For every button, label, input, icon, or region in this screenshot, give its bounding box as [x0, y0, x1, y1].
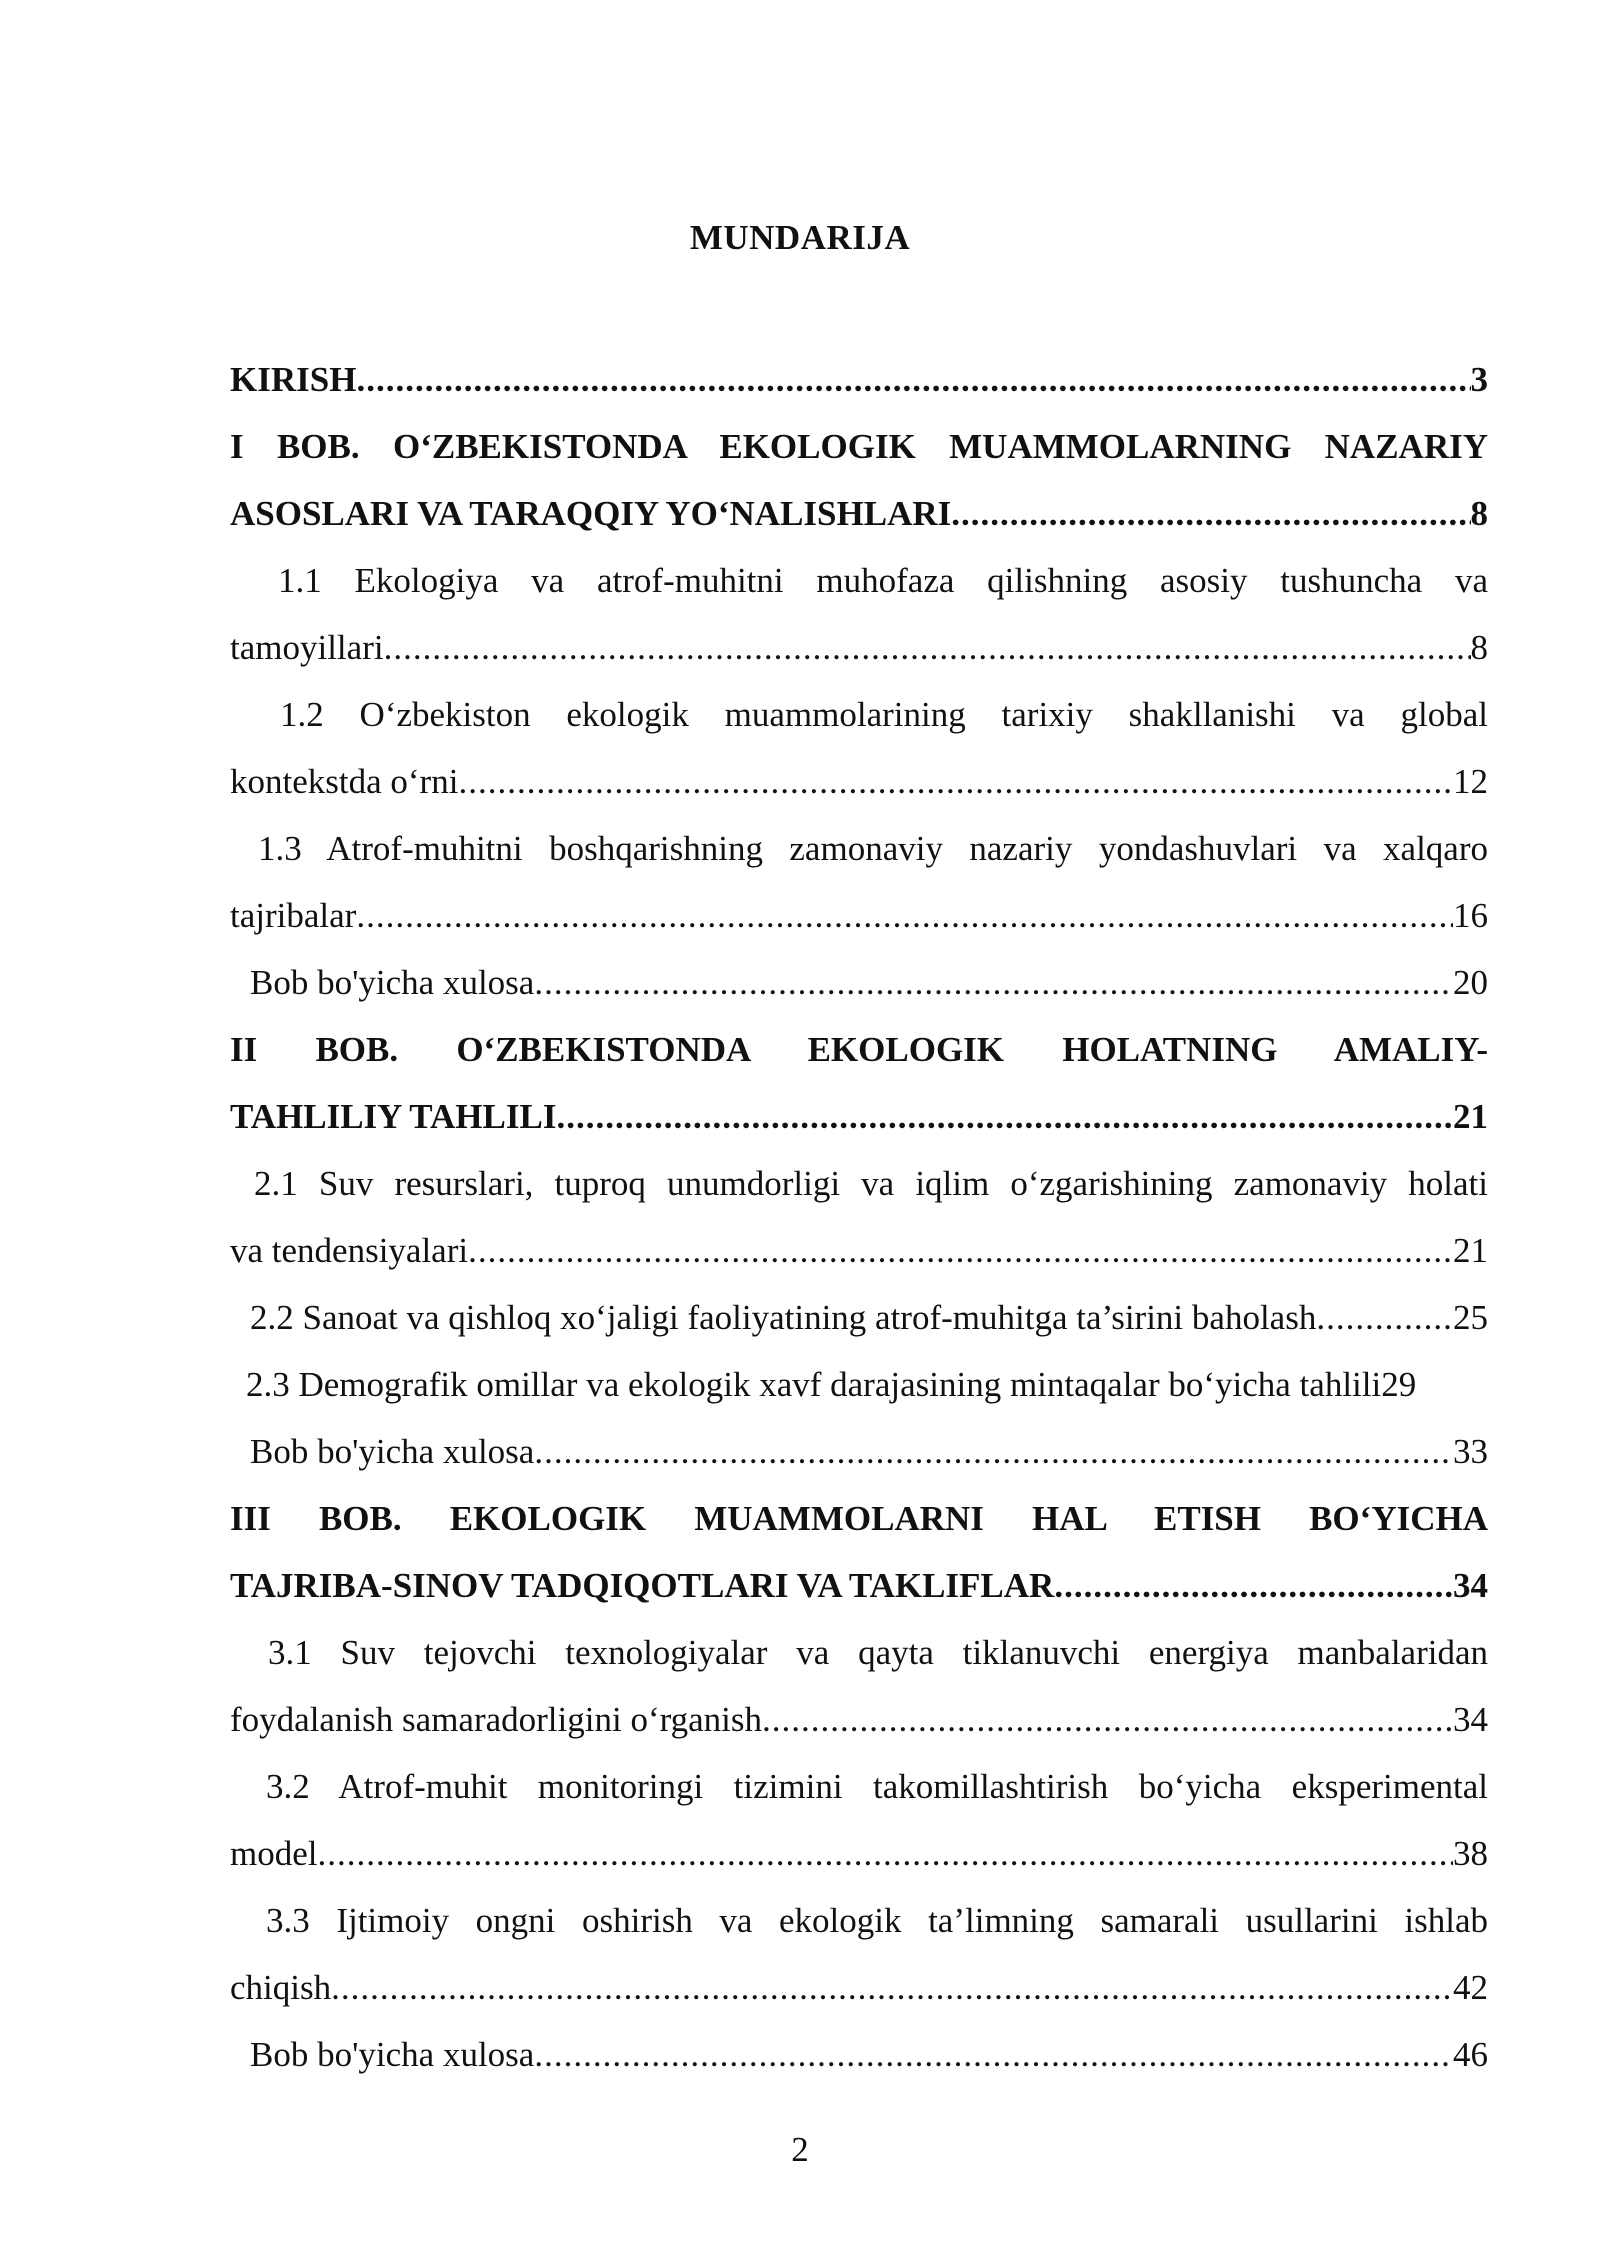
- toc-entry-line: 3.3 Ijtimoiy ongni oshirish va ekologik ta’limning samarali usullarini ishlab: [266, 1901, 1488, 1940]
- toc-entry-page: 38: [1453, 1834, 1488, 1873]
- toc-entry-chapter-3[interactable]: [230, 1485, 1488, 1619]
- toc-entry-page: 20: [1453, 963, 1488, 1002]
- toc-entry-line: 1.3 Atrof-muhitni boshqarishning zamonaviy nazariy yondashuvlari va xalqaro: [258, 829, 1488, 868]
- toc-entry-text: tamoyillari: [230, 628, 384, 667]
- toc-entry-last-line: [230, 480, 1488, 547]
- toc-entry-last-line: [230, 1820, 1488, 1887]
- toc-entry-line: 2.1 Suv resurslari, tuproq unumdorligi va iqlim o‘zgarishining zamonaviy holati: [254, 1164, 1488, 1203]
- page-number: 2: [791, 2130, 809, 2169]
- toc-entry-text: kontekstda o‘rni: [230, 762, 459, 801]
- toc-entry-text: ASOSLARI VA TARAQQIY YO‘NALISHLARI: [230, 494, 952, 533]
- toc-entry-page: 21: [1453, 1097, 1488, 1136]
- toc-entry-last-line: [230, 748, 1488, 815]
- toc-entry-section-2-2[interactable]: [230, 1284, 1488, 1351]
- toc-entry-page: 16: [1453, 896, 1488, 935]
- toc-entry-text: model: [230, 1834, 318, 1873]
- dot-leader: [556, 1083, 1453, 1150]
- toc-entry-last-line: [230, 1083, 1488, 1150]
- toc-entry-line: 1.1 Ekologiya va atrof-muhitni muhofaza qilishning asosiy tushuncha va: [278, 561, 1488, 600]
- toc-entry-text: foydalanish samaradorligini o‘rganish: [230, 1700, 763, 1739]
- page-title: MUNDARIJA: [689, 218, 911, 257]
- toc-entry-line: 1.2 O‘zbekiston ekologik muammolarining tarixiy shakllanishi va global: [280, 695, 1488, 734]
- toc-entry-page: 3: [1470, 360, 1488, 399]
- dot-leader: [468, 1217, 1453, 1284]
- dot-leader: [951, 480, 1470, 547]
- dot-leader: [1054, 1552, 1453, 1619]
- table-of-contents: [230, 346, 1488, 2088]
- toc-entry-line: III BOB. EKOLOGIK MUAMMOLARNI HAL ETISH BO‘YICHA: [230, 1499, 1488, 1538]
- toc-entry-page: 34: [1453, 1566, 1488, 1605]
- toc-entry-conclusion-3[interactable]: [230, 2021, 1488, 2088]
- toc-entry-line: II BOB. O‘ZBEKISTONDA EKOLOGIK HOLATNING AMALIY-: [230, 1030, 1488, 1069]
- dot-leader: [458, 748, 1453, 815]
- toc-entry-page: 33: [1453, 1432, 1488, 1471]
- toc-entry-section-2-1[interactable]: [230, 1150, 1488, 1284]
- toc-entry-text: Bob bo'yicha xulosa: [250, 2035, 535, 2074]
- toc-entry-page: 21: [1453, 1231, 1488, 1270]
- toc-entry-last-line: [230, 1552, 1488, 1619]
- toc-entry-section-1-3[interactable]: [230, 815, 1488, 949]
- toc-entry-last-line: [230, 614, 1488, 681]
- toc-entry-line: 3.1 Suv tejovchi texnologiyalar va qayta tiklanuvchi energiya manbalaridan: [268, 1633, 1488, 1672]
- toc-entry-text: chiqish: [230, 1968, 332, 2007]
- toc-entry-conclusion-1[interactable]: [230, 949, 1488, 1016]
- dot-leader: [331, 1954, 1453, 2021]
- toc-entry-section-3-1[interactable]: [230, 1619, 1488, 1753]
- toc-entry-page: 42: [1453, 1968, 1488, 2007]
- toc-entry-page: 46: [1453, 2035, 1488, 2074]
- toc-entry-page: 8: [1470, 494, 1488, 533]
- toc-entry-text: 2.2 Sanoat va qishloq xo‘jaligi faoliyatining atrof-muhitga ta’sirini baholash: [250, 1298, 1317, 1337]
- dot-leader: [356, 346, 1470, 413]
- toc-entry-page: 12: [1453, 762, 1488, 801]
- toc-entry-text: tajribalar: [230, 896, 357, 935]
- toc-entry-chapter-2[interactable]: [230, 1016, 1488, 1150]
- toc-entry-chapter-1[interactable]: [230, 413, 1488, 547]
- dot-leader: [762, 1686, 1453, 1753]
- toc-entry-kirish[interactable]: [230, 346, 1488, 413]
- toc-entry-last-line: [230, 882, 1488, 949]
- toc-entry-text: 2.3 Demografik omillar va ekologik xavf darajasining mintaqalar bo‘yicha tahlili29: [246, 1365, 1417, 1404]
- toc-entry-last-line: [230, 1954, 1488, 2021]
- toc-entry-text: TAJRIBA-SINOV TADQIQOTLARI VA TAKLIFLAR: [230, 1566, 1055, 1605]
- dot-leader: [317, 1820, 1453, 1887]
- toc-entry-line: I BOB. O‘ZBEKISTONDA EKOLOGIK MUAMMOLARNING NAZARIY: [230, 427, 1488, 466]
- toc-entry-section-2-3[interactable]: [230, 1351, 1546, 1418]
- dot-leader: [1316, 1284, 1453, 1351]
- dot-leader: [534, 949, 1453, 1016]
- toc-entry-conclusion-2[interactable]: [230, 1418, 1488, 1485]
- toc-entry-last-line: [230, 1686, 1488, 1753]
- toc-entry-text: TAHLILIY TAHLILI: [230, 1097, 557, 1136]
- dot-leader: [534, 2021, 1453, 2088]
- toc-entry-text: Bob bo'yicha xulosa: [250, 1432, 535, 1471]
- toc-entry-section-3-3[interactable]: [230, 1887, 1488, 2021]
- toc-entry-page: 34: [1453, 1700, 1488, 1739]
- toc-entry-section-3-2[interactable]: [230, 1753, 1488, 1887]
- toc-entry-section-1-1[interactable]: [230, 547, 1488, 681]
- dot-leader: [534, 1418, 1453, 1485]
- toc-entry-text: KIRISH: [230, 360, 357, 399]
- toc-entry-section-1-2[interactable]: [230, 681, 1488, 815]
- dot-leader: [384, 614, 1471, 681]
- toc-entry-text: va tendensiyalari: [230, 1231, 469, 1270]
- toc-entry-last-line: [230, 1217, 1488, 1284]
- toc-entry-page: 8: [1470, 628, 1488, 667]
- toc-entry-text: Bob bo'yicha xulosa: [250, 963, 535, 1002]
- toc-entry-line: 3.2 Atrof-muhit monitoringi tizimini takomillashtirish bo‘yicha eksperimental: [266, 1767, 1488, 1806]
- dot-leader: [356, 882, 1453, 949]
- toc-entry-page: 25: [1453, 1298, 1488, 1337]
